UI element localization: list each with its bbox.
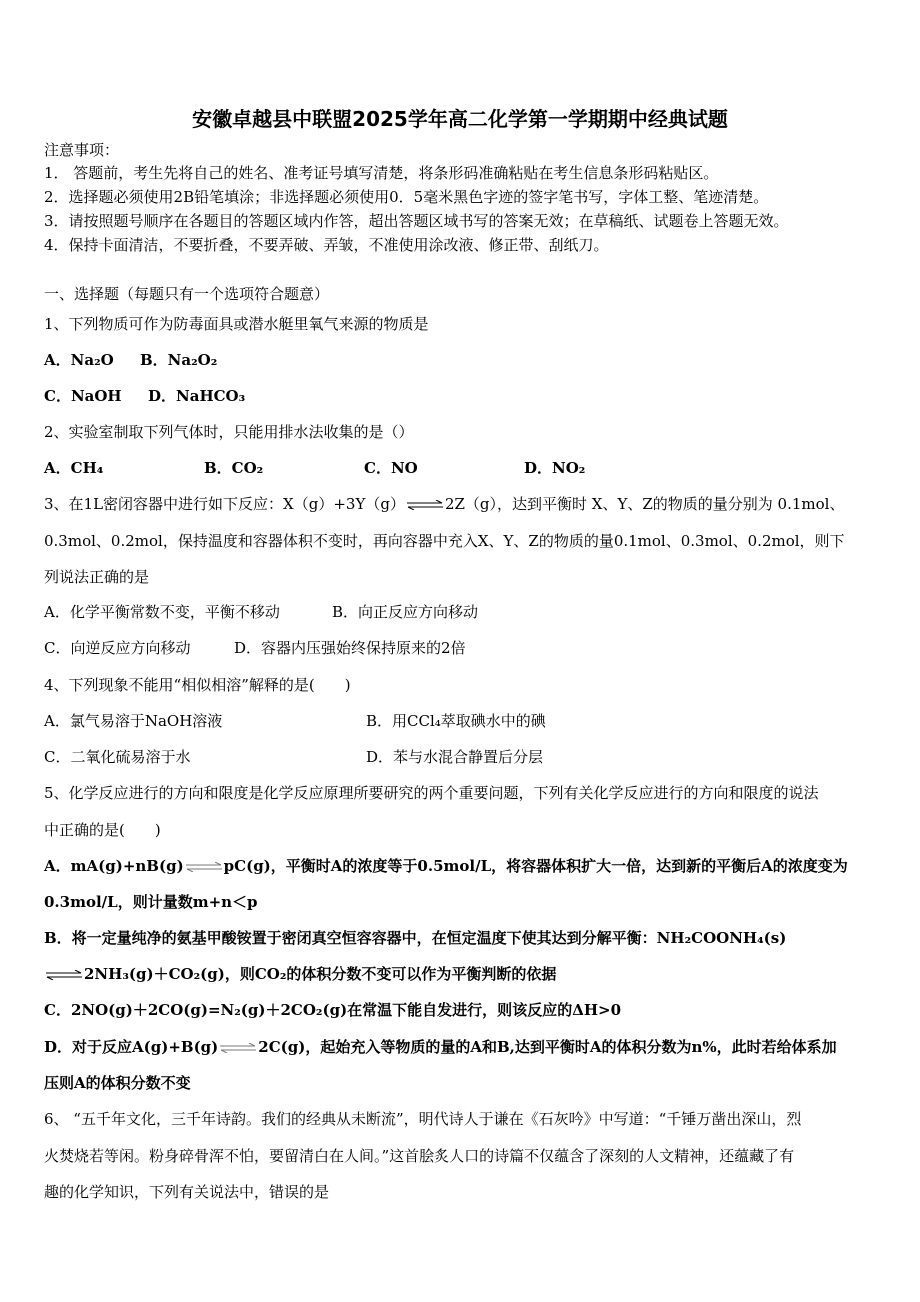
q4-option-a: A．氯气易溶于NaOH溶液 bbox=[44, 712, 223, 730]
q2-option-c: C．NO bbox=[364, 459, 418, 477]
q4-stem: 4、下列现象不能用“相似相溶”解释的是( ) bbox=[44, 676, 351, 694]
notice-heading: 注意事项： bbox=[44, 141, 120, 159]
q3-stem-line-3: 列说法正确的是 bbox=[44, 568, 150, 586]
q5-option-d-line-2: 压则A的体积分数不变 bbox=[44, 1074, 191, 1092]
q4-option-d: D．苯与水混合静置后分层 bbox=[366, 748, 544, 766]
q5-d-pre: D．对于反应A(g)+B(g) bbox=[44, 1038, 219, 1056]
q5-stem-line-2: 中正确的是( ) bbox=[44, 821, 161, 839]
section-heading: 一、选择题（每题只有一个选项符合题意） bbox=[44, 285, 330, 303]
notice-item-2: 2．选择题必须使用2B铅笔填涂；非选择题必须使用0．5毫米黑色字迹的签字笔书写，字体工整、笔迹清楚。 bbox=[44, 188, 769, 206]
q5-option-d-line-1 bbox=[44, 1037, 837, 1057]
q6-stem-line-2: 火焚烧若等闲。粉身碎骨浑不怕，要留清白在人间。”这首脍炙人口的诗篇不仅蕴含了深刻的人文精神，还蕴藏了有 bbox=[44, 1147, 795, 1165]
q5-a-pre: A．mA(g)+nB(g) bbox=[44, 857, 184, 875]
q5-stem-line-1: 5、化学反应进行的方向和限度是化学反应原理所要研究的两个重要问题，下列有关化学反应进行的方向和限度的说法 bbox=[44, 784, 819, 802]
q3-option-c: C．向逆反应方向移动 bbox=[44, 639, 191, 657]
q3-stem-line-1 bbox=[44, 494, 844, 514]
q5-b-post: 2NH₃(g)＋CO₂(g)，则CO₂的体积分数不变可以作为平衡判断的依据 bbox=[84, 965, 557, 983]
q3-stem-pre: 3、在1L密闭容器中进行如下反应：X（g）+3Y（g） bbox=[44, 495, 405, 513]
q2-option-b: B．CO₂ bbox=[204, 459, 264, 477]
q3-option-b: B．向正反应方向移动 bbox=[332, 603, 479, 621]
q5-option-a-line-1 bbox=[44, 856, 848, 876]
q1-option-c: C．NaOH bbox=[44, 387, 122, 405]
notice-item-3: 3．请按照题号顺序在各题目的答题区域内作答，超出答题区域书写的答案无效；在草稿纸、试题卷上答题无效。 bbox=[44, 212, 789, 230]
q1-option-b: B．Na₂O₂ bbox=[140, 351, 218, 369]
q6-stem-line-3: 趣的化学知识，下列有关说法中，错误的是 bbox=[44, 1183, 330, 1201]
q5-d-post: 2C(g)，起始充入等物质的量的A和B,达到平衡时A的体积分数为n%，此时若给体系加 bbox=[258, 1038, 837, 1056]
q5-a-post: pC(g)，平衡时A的浓度等于0.5mol/L，将容器体积扩大一倍，达到新的平衡后A的浓度变为 bbox=[223, 857, 848, 875]
q2-option-a: A．CH₄ bbox=[44, 459, 104, 477]
q1-option-d: D．NaHCO₃ bbox=[148, 387, 246, 405]
equilibrium-arrow-icon bbox=[406, 500, 444, 510]
q4-option-c: C．二氧化硫易溶于水 bbox=[44, 748, 191, 766]
q5-option-b-line-2 bbox=[44, 964, 556, 984]
equilibrium-arrow-icon bbox=[45, 970, 83, 980]
notice-item-1: 1． 答题前，考生先将自己的姓名、准考证号填写清楚，将条形码准确粘贴在考生信息条形码粘贴区。 bbox=[44, 164, 719, 182]
q2-stem: 2、实验室制取下列气体时，只能用排水法收集的是（） bbox=[44, 423, 414, 441]
equilibrium-arrow-icon bbox=[219, 1043, 257, 1053]
q2-option-d: D．NO₂ bbox=[524, 459, 586, 477]
q6-stem-line-1: 6、 “五千年文化，三千年诗韵。我们的经典从未断流”，明代诗人于谦在《石灰吟》中写道：“千锤万凿出深山，烈 bbox=[44, 1110, 802, 1128]
q3-option-a: A．化学平衡常数不变，平衡不移动 bbox=[44, 603, 280, 621]
page-title: 安徽卓越县中联盟2025学年高二化学第一学期期中经典试题 bbox=[192, 107, 728, 131]
q4-option-b: B．用CCl₄萃取碘水中的碘 bbox=[366, 712, 546, 730]
q1-stem: 1、下列物质可作为防毒面具或潜水艇里氧气来源的物质是 bbox=[44, 315, 429, 333]
q5-option-c: C．2NO(g)＋2CO(g)=N₂(g)＋2CO₂(g)在常温下能自发进行，则该反应的ΔH>0 bbox=[44, 1001, 622, 1019]
q3-stem-post: 2Z（g），达到平衡时 X、Y、Z的物质的量分别为 0.1mol、 bbox=[444, 495, 845, 513]
q5-option-b-line-1: B．将一定量纯净的氨基甲酸铵置于密闭真空恒容容器中，在恒定温度下使其达到分解平衡：NH₂COONH₄(s) bbox=[44, 929, 787, 947]
notice-item-4: 4．保持卡面清洁，不要折叠，不要弄破、弄皱，不准使用涂改液、修正带、刮纸刀。 bbox=[44, 236, 609, 254]
q1-option-a: A．Na₂O bbox=[44, 351, 114, 369]
q5-option-a-line-2: 0.3mol/L，则计量数m+n＜p bbox=[44, 893, 258, 911]
q3-option-d: D．容器内压强始终保持原来的2倍 bbox=[234, 639, 466, 657]
equilibrium-arrow-icon bbox=[185, 862, 223, 872]
q3-stem-line-2: 0.3mol、0.2mol，保持温度和容器体积不变时，再向容器中充入X、Y、Z的物质的量0.1mol、0.3mol、0.2mol，则下 bbox=[44, 532, 845, 550]
